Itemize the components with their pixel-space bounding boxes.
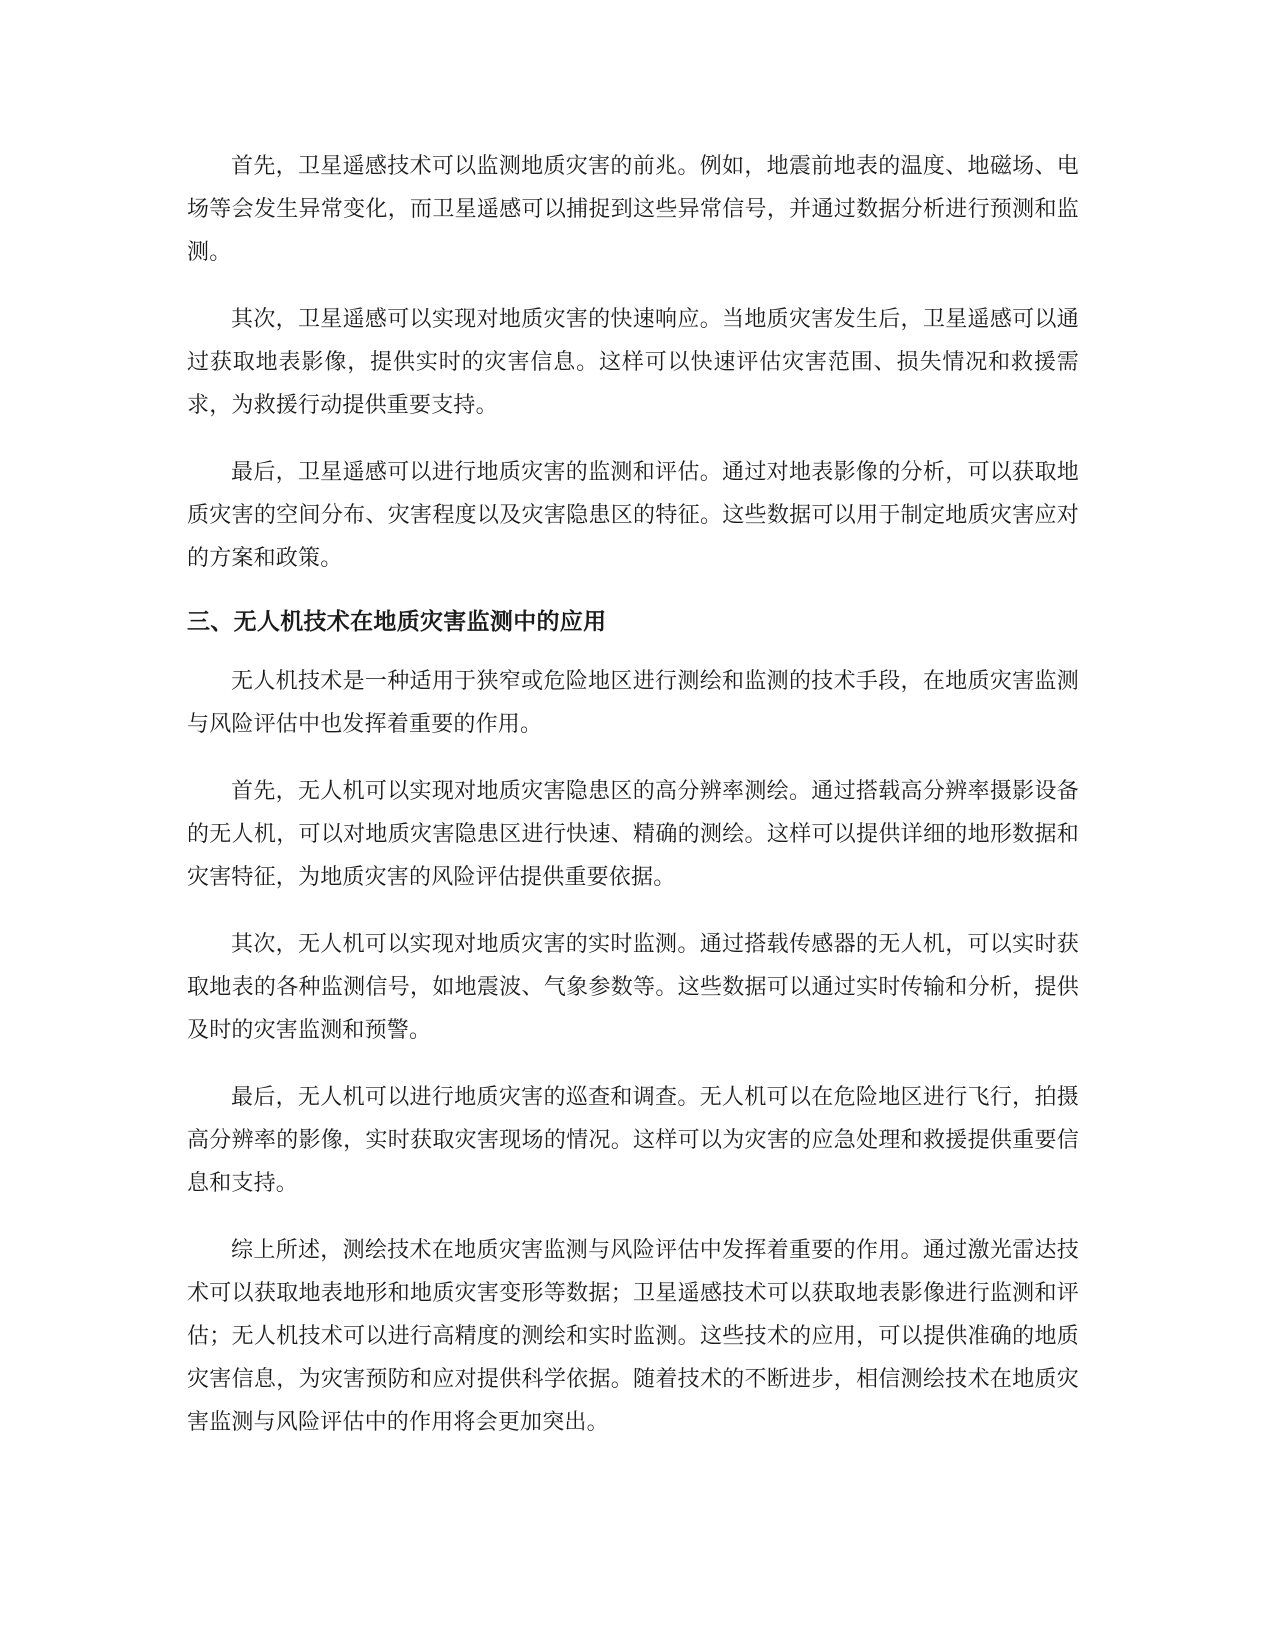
paragraph-uav-inspection: 最后，无人机可以进行地质灾害的巡查和调查。无人机可以在危险地区进行飞行，拍摄高分辨率的影像，实时获取灾害现场的情况。这样可以为灾害的应急处理和救援提供重要信息和支持。 <box>187 1085 1079 1196</box>
document-body <box>187 145 1079 1468</box>
section-heading: 三、无人机技术在地质灾害监测中的应用 <box>187 609 607 635</box>
paragraph-conclusion: 综上所述，测绘技术在地质灾害监测与风险评估中发挥着重要的作用。通过激光雷达技术可以获取地表地形和地质灾害变形等数据；卫星遥感技术可以获取地表影像进行监测和评估；无人机技术可以进行高精度的测绘和实时监测。这些技术的应用，可以提供准确的地质灾害信息，为灾害预防和应对提供科学依据。随着技术的不断进步，相信测绘技术在地质灾害监测与风险评估中的作用将会更加突出。 <box>187 1238 1079 1435</box>
paragraph-uav-intro: 无人机技术是一种适用于狭窄或危险地区进行测绘和监测的技术手段，在地质灾害监测与风险评估中也发挥着重要的作用。 <box>187 669 1079 737</box>
paragraph-satellite-response: 其次，卫星遥感可以实现对地质灾害的快速响应。当地质灾害发生后，卫星遥感可以通过获取地表影像，提供实时的灾害信息。这样可以快速评估灾害范围、损失情况和救援需求，为救援行动提供重要支持。 <box>187 307 1079 418</box>
paragraph-satellite-assessment: 最后，卫星遥感可以进行地质灾害的监测和评估。通过对地表影像的分析，可以获取地质灾害的空间分布、灾害程度以及灾害隐患区的特征。这些数据可以用于制定地质灾害应对的方案和政策。 <box>187 460 1079 571</box>
paragraph-uav-mapping: 首先，无人机可以实现对地质灾害隐患区的高分辨率测绘。通过搭载高分辨率摄影设备的无人机，可以对地质灾害隐患区进行快速、精确的测绘。这样可以提供详细的地形数据和灾害特征，为地质灾害的风险评估提供重要依据。 <box>187 779 1079 890</box>
paragraph-satellite-precursor: 首先，卫星遥感技术可以监测地质灾害的前兆。例如，地震前地表的温度、地磁场、电场等会发生异常变化，而卫星遥感可以捕捉到这些异常信号，并通过数据分析进行预测和监测。 <box>187 154 1079 265</box>
paragraph-uav-monitoring: 其次，无人机可以实现对地质灾害的实时监测。通过搭载传感器的无人机，可以实时获取地表的各种监测信号，如地震波、气象参数等。这些数据可以通过实时传输和分析，提供及时的灾害监测和预警。 <box>187 932 1079 1043</box>
